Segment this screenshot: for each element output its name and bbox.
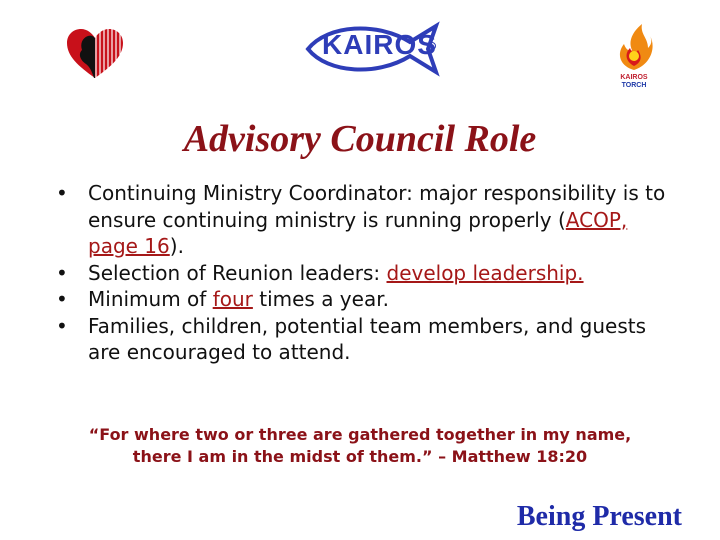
torch-caption-kairos: KAIROS [620, 74, 648, 81]
bullet-text: Selection of Reunion leaders: [88, 260, 387, 285]
bullet-dot: • [56, 287, 68, 311]
acop-link[interactable]: ACOP, page 16 [88, 207, 628, 258]
bullet-list [56, 180, 676, 366]
torch-logo-caption [608, 74, 660, 94]
quote-line-1: “For where two or three are gathered together in my name, [88, 425, 632, 444]
kairos-logo-text: KAIROS [322, 29, 437, 60]
bullet-dot: • [56, 313, 68, 338]
quote-line-2: there I am in the midst of them.” – Matthew 18:20 [132, 447, 588, 466]
bullet-text: Minimum of [88, 287, 213, 311]
bullet-item [56, 313, 676, 366]
bullet-dot: • [56, 260, 68, 285]
develop-leadership-link[interactable]: develop leadership. [386, 260, 584, 285]
bullet-text-tail: times a year. [252, 287, 389, 311]
torch-caption-torch: TORCH [621, 82, 647, 89]
heart-logo-icon [64, 26, 126, 82]
bullet-item [56, 260, 676, 287]
scripture-quote [40, 424, 680, 468]
bullet-dot: • [56, 181, 68, 205]
slide-title: Advisory Council Role [183, 118, 537, 160]
footer-tagline: Being Present [516, 501, 682, 532]
bullet-text-tail: ). [169, 234, 184, 258]
bullet-item [56, 286, 676, 313]
bullet-text: Families, children, potential team members, and guests are encouraged to attend. [88, 313, 647, 364]
bullet-text: Continuing Ministry Coordinator: major responsibility is to ensure continuing ministry is running properly ( [88, 181, 666, 232]
bullet-item [56, 180, 676, 260]
four-link[interactable]: four [212, 287, 253, 311]
